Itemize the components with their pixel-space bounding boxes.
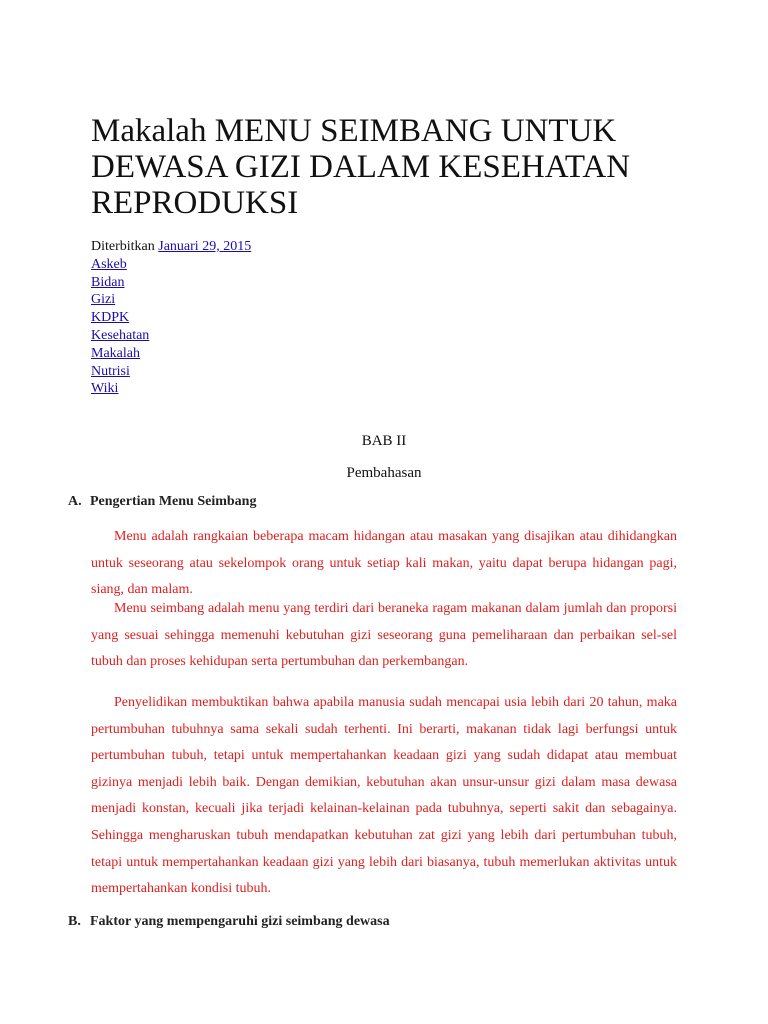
section-letter: A.: [68, 494, 82, 509]
published-line: [91, 238, 251, 256]
page-title: Makalah MENU SEIMBANG UNTUK DEWASA GIZI DALAM KESEHATAN REPRODUKSI: [91, 113, 631, 221]
post-meta: [91, 238, 251, 398]
section-heading-a: [68, 494, 256, 510]
category-link-kesehatan[interactable]: Kesehatan: [91, 327, 150, 343]
published-date-link[interactable]: Januari 29, 2015: [158, 239, 252, 254]
category-link-nutrisi[interactable]: Nutrisi: [91, 363, 130, 379]
category-link-makalah[interactable]: Makalah: [91, 345, 140, 361]
category-link-gizi[interactable]: Gizi: [91, 292, 116, 308]
published-label: Diterbitkan: [91, 239, 155, 254]
chapter-number: BAB II: [361, 433, 407, 449]
paragraph-1: Menu adalah rangkaian beberapa macam hidangan atau masakan yang disajikan atau dihidangkan untuk seseorang atau sekelompok orang untuk setiap kali makan, yaitu dapat berupa hidangan pagi, siang, dan malam.: [91, 529, 677, 598]
section-title: Pengertian Menu Seimbang: [90, 494, 257, 509]
section-title: Faktor yang mempengaruhi gizi seimbang dewasa: [90, 914, 390, 929]
category-link-askeb[interactable]: Askeb: [91, 256, 127, 272]
chapter-title: Pembahasan: [346, 465, 422, 481]
section-letter: B.: [68, 914, 81, 929]
category-link-wiki[interactable]: Wiki: [91, 381, 119, 397]
paragraph-2: Menu seimbang adalah menu yang terdiri dari beraneka ragam makanan dalam jumlah dan proporsi yang sesuai sehingga memenuhi kebutuhan gizi seseorang guna pemeliharaan dan perbaikan sel-sel tubuh dan proses kehidupan serta pertumbuhan dan perkembangan.: [91, 601, 677, 670]
category-link-kdpk[interactable]: KDPK: [91, 310, 130, 326]
category-link-bidan[interactable]: Bidan: [91, 274, 125, 290]
section-heading-b: [68, 914, 390, 930]
paragraph-3: Penyelidikan membuktikan bahwa apabila manusia sudah mencapai usia lebih dari 20 tahun, maka pertumbuhan tubuhnya sama sekali sudah terhenti. Ini berarti, makanan tidak lagi berfungsi untuk pertumbuhan tubuh, tetapi untuk mempertahankan keadaan gizi yang sudah didapat atau membuat gizinya menjadi lebih baik. Dengan demikian, kebutuhan akan unsur-unsur gizi dalam masa dewasa menjadi konstan, kecuali jika terjadi kelainan-kelainan pada tubuhnya, seperti sakit dan sebagainya. Sehingga mengharuskan tubuh mendapatkan kebutuhan zat gizi yang lebih dari pertumbuhan tubuh, tetapi untuk mempertahankan keadaan gizi yang lebih dari biasanya, tubuh memerlukan aktivitas untuk mempertahankan kondisi tubuh.: [91, 695, 677, 897]
